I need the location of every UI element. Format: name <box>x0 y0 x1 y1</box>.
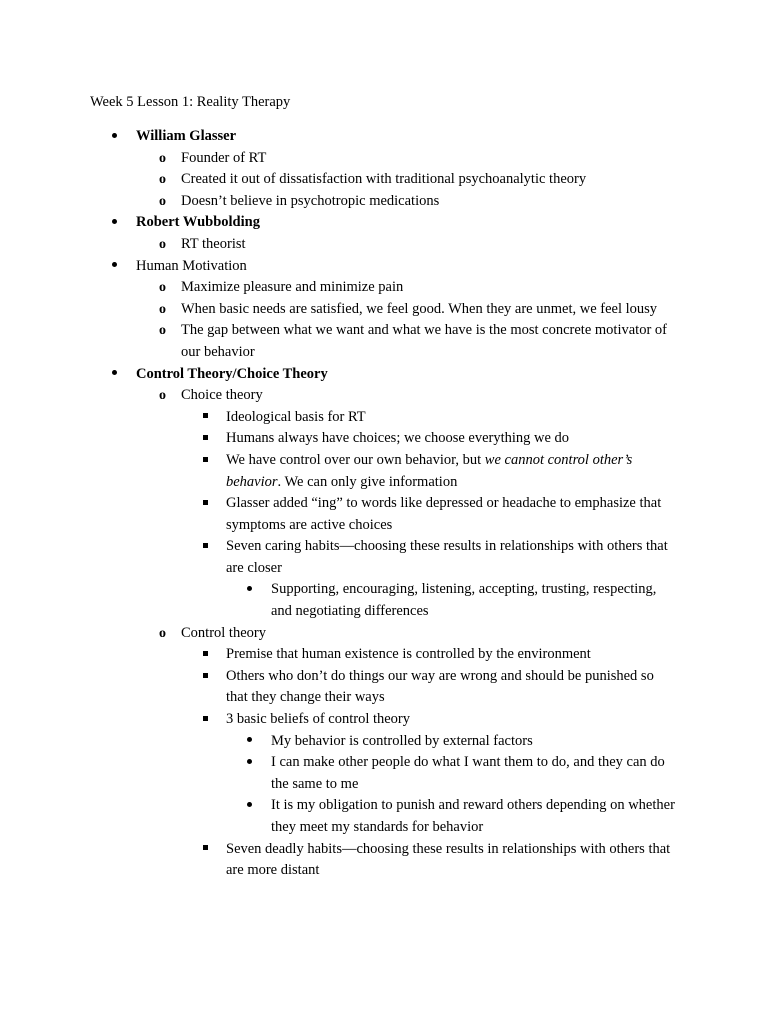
bullet-icon <box>247 795 252 817</box>
outline-point: Founder of RT <box>181 149 267 166</box>
outline-heading: Robert Wubbolding <box>136 214 260 231</box>
square-bullet-icon <box>203 839 208 861</box>
square-bullet-icon <box>203 428 208 450</box>
outline-point: My behavior is controlled by external factors <box>271 732 533 749</box>
outline-point: Seven deadly habits—choosing these results in relationships with others that are more distant <box>226 840 671 879</box>
square-bullet-icon <box>203 709 208 731</box>
square-bullet-icon <box>203 407 208 429</box>
circle-bullet-icon: o <box>159 150 166 166</box>
circle-bullet-icon: o <box>159 280 166 296</box>
outline-point: The gap between what we want and what we have is the most concrete motivator of our behavior <box>181 322 667 360</box>
outline-point: Maximize pleasure and minimize pain <box>181 279 404 296</box>
outline-point: It is my obligation to punish and reward others depending on whether they meet my standards for behavior <box>271 797 675 835</box>
outline-subheading: Control theory <box>181 624 266 641</box>
bullet-icon <box>247 731 252 753</box>
square-bullet-icon <box>203 666 208 688</box>
square-bullet-icon <box>203 536 208 558</box>
outline-point-part: We have control over our own behavior, but <box>226 451 485 468</box>
circle-bullet-icon: o <box>159 301 166 317</box>
bullet-icon <box>112 126 117 148</box>
circle-bullet-icon: o <box>159 236 166 252</box>
list-item <box>0 212 768 255</box>
outline-point: Supporting, encouraging, listening, accepting, trusting, respecting, and negotiating differences <box>271 581 657 620</box>
outline-point: Seven caring habits—choosing these results in relationships with others that are closer <box>226 538 668 576</box>
outline-point: I can make other people do what I want them to do, and they can do the same to me <box>271 754 665 792</box>
outline-subheading: Choice theory <box>181 387 263 404</box>
list-item <box>0 126 768 212</box>
outline-point: When basic needs are satisfied, we feel good. When they are unmet, we feel lousy <box>181 300 658 317</box>
bullet-icon <box>247 579 252 601</box>
outline-point: 3 basic beliefs of control theory <box>226 711 411 728</box>
outline-heading: Human Motivation <box>136 257 247 274</box>
outline-point: Premise that human existence is controlled by the environment <box>226 646 591 663</box>
circle-bullet-icon: o <box>159 172 166 188</box>
document-title: Week 5 Lesson 1: Reality Therapy <box>90 94 291 110</box>
bullet-icon <box>112 364 117 386</box>
outline-point: Others who don’t do things our way are wrong and should be punished so that they change their ways <box>226 667 654 706</box>
bullet-icon <box>112 212 117 234</box>
outline-point-part: . We can only give information <box>277 473 458 490</box>
list-item <box>0 364 768 882</box>
bullet-icon <box>112 256 117 278</box>
outline-point: Ideological basis for RT <box>226 408 366 425</box>
square-bullet-icon <box>203 450 208 472</box>
circle-bullet-icon: o <box>159 388 166 404</box>
outline-point: Glasser added “ing” to words like depressed or headache to emphasize that symptoms are active choices <box>226 495 662 533</box>
circle-bullet-icon: o <box>159 193 166 209</box>
outline-point-italic: we cannot control other’s behavior <box>226 451 633 490</box>
square-bullet-icon <box>203 644 208 666</box>
outline-point: RT theorist <box>181 235 246 252</box>
outline-point: Created it out of dissatisfaction with traditional psychoanalytic theory <box>181 171 587 188</box>
square-bullet-icon <box>203 493 208 515</box>
outline-heading: Control Theory/Choice Theory <box>136 365 328 382</box>
bullet-icon <box>247 752 252 774</box>
outline-heading: William Glasser <box>136 128 237 144</box>
circle-bullet-icon: o <box>159 625 166 641</box>
circle-bullet-icon: o <box>159 323 166 339</box>
outline-list <box>0 126 768 882</box>
outline-point: Doesn’t believe in psychotropic medications <box>181 192 440 209</box>
outline-point: Humans always have choices; we choose everything we do <box>226 430 570 447</box>
list-item <box>0 256 768 364</box>
